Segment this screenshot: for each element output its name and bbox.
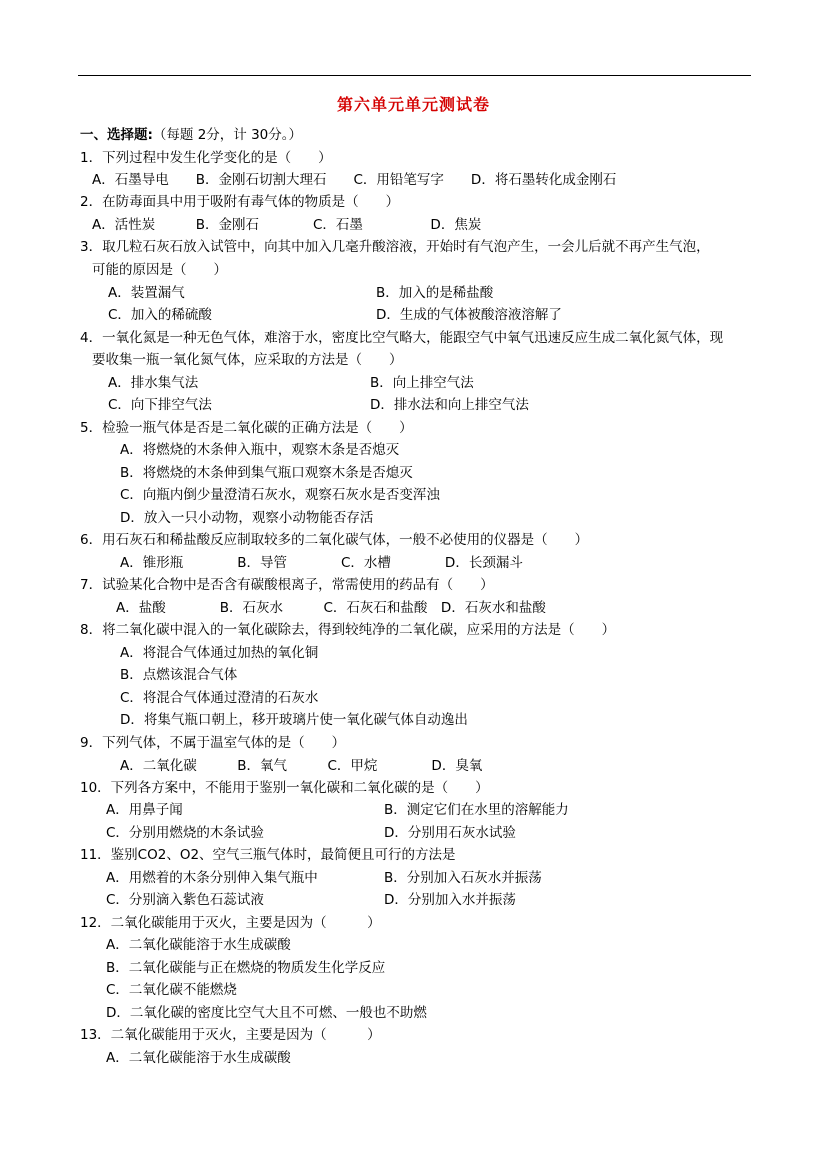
question-line: C．将混合气体通过澄清的石灰水: [120, 690, 319, 706]
question-line: B．二氧化碳能与正在燃烧的物质发生化学反应: [106, 960, 386, 976]
section-note: （每题 2分，计 30分。）: [152, 127, 303, 143]
question-line: 4．一氧化氮是一种无色气体，难溶于水，密度比空气略大，能跟空气中氧气迅速反应生成二氧化氮气体，现: [80, 330, 724, 346]
question-line: D．生成的气体被酸溶液溶解了: [376, 307, 562, 323]
question-line: A．石墨导电 B．金刚石切割大理石 C．用铅笔写字 D．将石墨转化成金刚石: [92, 172, 617, 188]
question-line: D．放入一只小动物，观察小动物能否存活: [120, 510, 374, 526]
question-line: C．向下排空气法: [108, 397, 212, 413]
question-line: 9．下列气体，不属于温室气体的是（ ）: [80, 735, 346, 751]
question-line: A．用鼻子闻: [106, 802, 183, 818]
question-line: B．点燃该混合气体: [120, 667, 238, 683]
question-line: D．分别加入水并振荡: [384, 892, 516, 908]
question-line: A．将燃烧的木条伸入瓶中，观察木条是否熄灭: [120, 442, 400, 458]
question-line: A．二氧化碳能溶于水生成碳酸: [106, 1050, 291, 1066]
question-line: 5．检验一瓶气体是否是二氧化碳的正确方法是（ ）: [80, 420, 413, 436]
question-line: 2．在防毒面具中用于吸附有毒气体的物质是（ ）: [80, 194, 400, 210]
question-line: C．二氧化碳不能燃烧: [106, 982, 237, 998]
question-line: B．加入的是稀盐酸: [376, 285, 494, 301]
question-line: A．二氧化碳能溶于水生成碳酸: [106, 937, 291, 953]
question-line: A．二氧化碳 B．氧气 C．甲烷 D．臭氧: [120, 758, 483, 774]
question-line: 13．二氧化碳能用于灭火，主要是因为（ ）: [80, 1027, 381, 1043]
question-line: 7．试验某化合物中是否含有碳酸根离子，常需使用的药品有（ ）: [80, 577, 494, 593]
question-line: A．排水集气法: [108, 375, 199, 391]
question-line: A．将混合气体通过加热的氧化铜: [120, 645, 319, 661]
question-line: D．二氧化碳的密度比空气大且不可燃、一般也不助燃: [106, 1005, 427, 1021]
question-line: A．盐酸 B．石灰水 C．石灰石和盐酸 D．石灰水和盐酸: [116, 600, 546, 616]
question-line: C．向瓶内倒少量澄清石灰水，观察石灰水是否变浑浊: [120, 487, 440, 503]
question-line: 3．取几粒石灰石放入试管中，向其中加入几毫升酸溶液，开始时有气泡产生，一会儿后就不再产生气泡，: [80, 239, 710, 255]
question-line: 可能的原因是（ ）: [92, 262, 227, 278]
question-line: B．将燃烧的木条伸到集气瓶口观察木条是否熄灭: [120, 465, 413, 481]
question-line: C．分别滴入紫色石蕊试液: [106, 892, 264, 908]
header-rule: [78, 75, 751, 76]
question-line: A．锥形瓶 B．导管 C．水槽 D．长颈漏斗: [120, 555, 523, 571]
question-line: A．活性炭 B．金刚石 C．石墨 D．焦炭: [92, 217, 482, 233]
question-line: A．装置漏气: [108, 285, 185, 301]
question-line: B．分别加入石灰水并振荡: [384, 870, 542, 886]
question-line: D．排水法和向上排空气法: [370, 397, 529, 413]
section-header: [80, 126, 302, 144]
section-heading: 一、选择题:: [80, 127, 153, 143]
question-line: 11．鉴别CO2、O2、空气三瓶气体时，最简便且可行的方法是: [80, 847, 456, 863]
question-line: C．加入的稀硫酸: [108, 307, 212, 323]
question-line: 10．下列各方案中，不能用于鉴别一氧化碳和二氧化碳的是（ ）: [80, 780, 489, 796]
question-line: 1．下列过程中发生化学变化的是（ ）: [80, 150, 332, 166]
question-line: B．向上排空气法: [370, 375, 474, 391]
question-line: 8．将二氧化碳中混入的一氧化碳除去，得到较纯净的二氧化碳，应采用的方法是（ ）: [80, 622, 616, 638]
question-line: D．将集气瓶口朝上，移开玻璃片使一氧化碳气体自动逸出: [120, 712, 468, 728]
page-title: 第六单元单元测试卷: [336, 95, 490, 114]
question-line: A．用燃着的木条分别伸入集气瓶中: [106, 870, 318, 886]
question-line: D．分别用石灰水试验: [384, 825, 516, 841]
question-line: B．测定它们在水里的溶解能力: [384, 802, 569, 818]
question-line: 12．二氧化碳能用于灭火，主要是因为（ ）: [80, 915, 381, 931]
question-line: 要收集一瓶一氧化氮气体，应采取的方法是（ ）: [92, 352, 403, 368]
question-line: 6．用石灰石和稀盐酸反应制取较多的二氧化碳气体，一般不必使用的仪器是（ ）: [80, 532, 589, 548]
question-line: C．分别用燃烧的木条试验: [106, 825, 264, 841]
